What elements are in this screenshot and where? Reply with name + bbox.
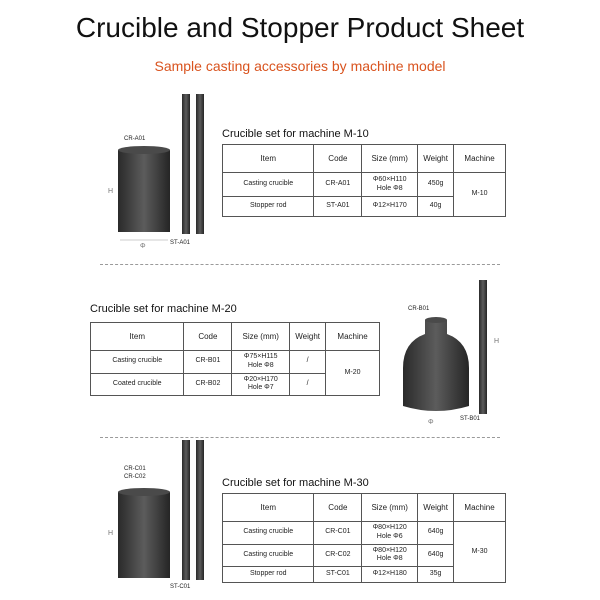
cell-code: ST-C01	[314, 567, 362, 583]
col-header: Item	[223, 145, 314, 173]
crucible-rim	[118, 488, 170, 496]
table-row	[223, 173, 506, 197]
stopper-code-label: ST-A01	[170, 240, 191, 246]
stopper-code-label: ST-B01	[460, 416, 481, 422]
cell-item: Stopper rod	[223, 197, 314, 217]
section-title: Crucible set for machine M-20	[90, 303, 237, 315]
cell-code: CR-C01	[314, 522, 362, 545]
crucible-set-2-figure	[395, 272, 505, 430]
cell-size: Φ75×H115 Hole Φ8	[232, 351, 290, 374]
stopper-rod-a	[182, 94, 190, 234]
cell-size: Φ12×H180	[362, 567, 418, 583]
spec-table	[90, 322, 380, 396]
section-divider	[100, 264, 500, 265]
cell-code: CR-B01	[184, 351, 232, 374]
section-title: Crucible set for machine M-10	[222, 128, 369, 140]
cell-code: CR-A01	[314, 173, 362, 197]
cell-weight: 450g	[418, 173, 454, 197]
crucible-code-label-b: CR-C02	[124, 474, 146, 480]
table-row	[223, 522, 506, 545]
cell-machine: M-20	[326, 351, 380, 396]
cell-size: Φ80×H120 Hole Φ6	[362, 522, 418, 545]
col-header: Size (mm)	[232, 323, 290, 351]
cell-weight: /	[290, 351, 326, 374]
cell-weight: 35g	[418, 567, 454, 583]
stopper-rod-b	[196, 440, 204, 580]
stopper-rod-b	[196, 94, 204, 234]
col-header: Item	[223, 494, 314, 522]
crucible-code-label-a: CR-C01	[124, 466, 146, 472]
col-header: Size (mm)	[362, 494, 418, 522]
col-header: Code	[184, 323, 232, 351]
stopper-code-label: ST-C01	[170, 584, 191, 590]
col-header: Code	[314, 494, 362, 522]
col-header: Item	[91, 323, 184, 351]
cell-size: Φ12×H170	[362, 197, 418, 217]
col-header: Weight	[290, 323, 326, 351]
cell-item: Coated crucible	[91, 373, 184, 396]
cell-weight: 640g	[418, 544, 454, 567]
col-header: Weight	[418, 145, 454, 173]
crucible-set-3-figure	[110, 434, 220, 590]
cell-item: Casting crucible	[223, 173, 314, 197]
height-mark: H	[494, 338, 500, 345]
table-row	[91, 351, 380, 374]
stopper-rod	[479, 280, 487, 414]
crucible-set-1-figure	[110, 88, 220, 253]
cell-weight: 640g	[418, 522, 454, 545]
col-header: Machine	[326, 323, 380, 351]
cell-code: ST-A01	[314, 197, 362, 217]
page-subtitle: Sample casting accessories by machine model	[154, 58, 446, 74]
cell-size: Φ80×H120 Hole Φ8	[362, 544, 418, 567]
page-title: Crucible and Stopper Product Sheet	[75, 12, 525, 43]
col-header: Weight	[418, 494, 454, 522]
crucible-code-label: CR-A01	[124, 136, 146, 142]
cell-machine: M-30	[454, 522, 506, 583]
height-mark: H	[108, 530, 114, 537]
col-header: Code	[314, 145, 362, 173]
crucible-rim	[118, 146, 170, 154]
cell-machine: M-10	[454, 173, 506, 217]
crucible-body	[118, 492, 170, 578]
cell-item: Casting crucible	[223, 522, 314, 545]
height-mark: H	[108, 188, 114, 195]
col-header: Size (mm)	[362, 145, 418, 173]
cell-item: Stopper rod	[223, 567, 314, 583]
cell-weight: /	[290, 373, 326, 396]
cell-size: Φ60×H110 Hole Φ8	[362, 173, 418, 197]
spec-table	[222, 493, 506, 583]
bottle-crucible	[403, 320, 469, 411]
cell-item: Casting crucible	[91, 351, 184, 374]
crucible-body	[118, 150, 170, 232]
cell-weight: 40g	[418, 197, 454, 217]
cell-code: CR-B02	[184, 373, 232, 396]
crucible-code-label: CR-B01	[408, 306, 430, 312]
cell-code: CR-C02	[314, 544, 362, 567]
section-title: Crucible set for machine M-30	[222, 477, 369, 489]
cell-size: Φ20×H170 Hole Φ7	[232, 373, 290, 396]
col-header: Machine	[454, 145, 506, 173]
diameter-mark: Φ	[428, 419, 434, 426]
spec-table	[222, 144, 506, 217]
diameter-mark: Φ	[140, 243, 146, 250]
col-header: Machine	[454, 494, 506, 522]
cell-item: Casting crucible	[223, 544, 314, 567]
stopper-rod-a	[182, 440, 190, 580]
